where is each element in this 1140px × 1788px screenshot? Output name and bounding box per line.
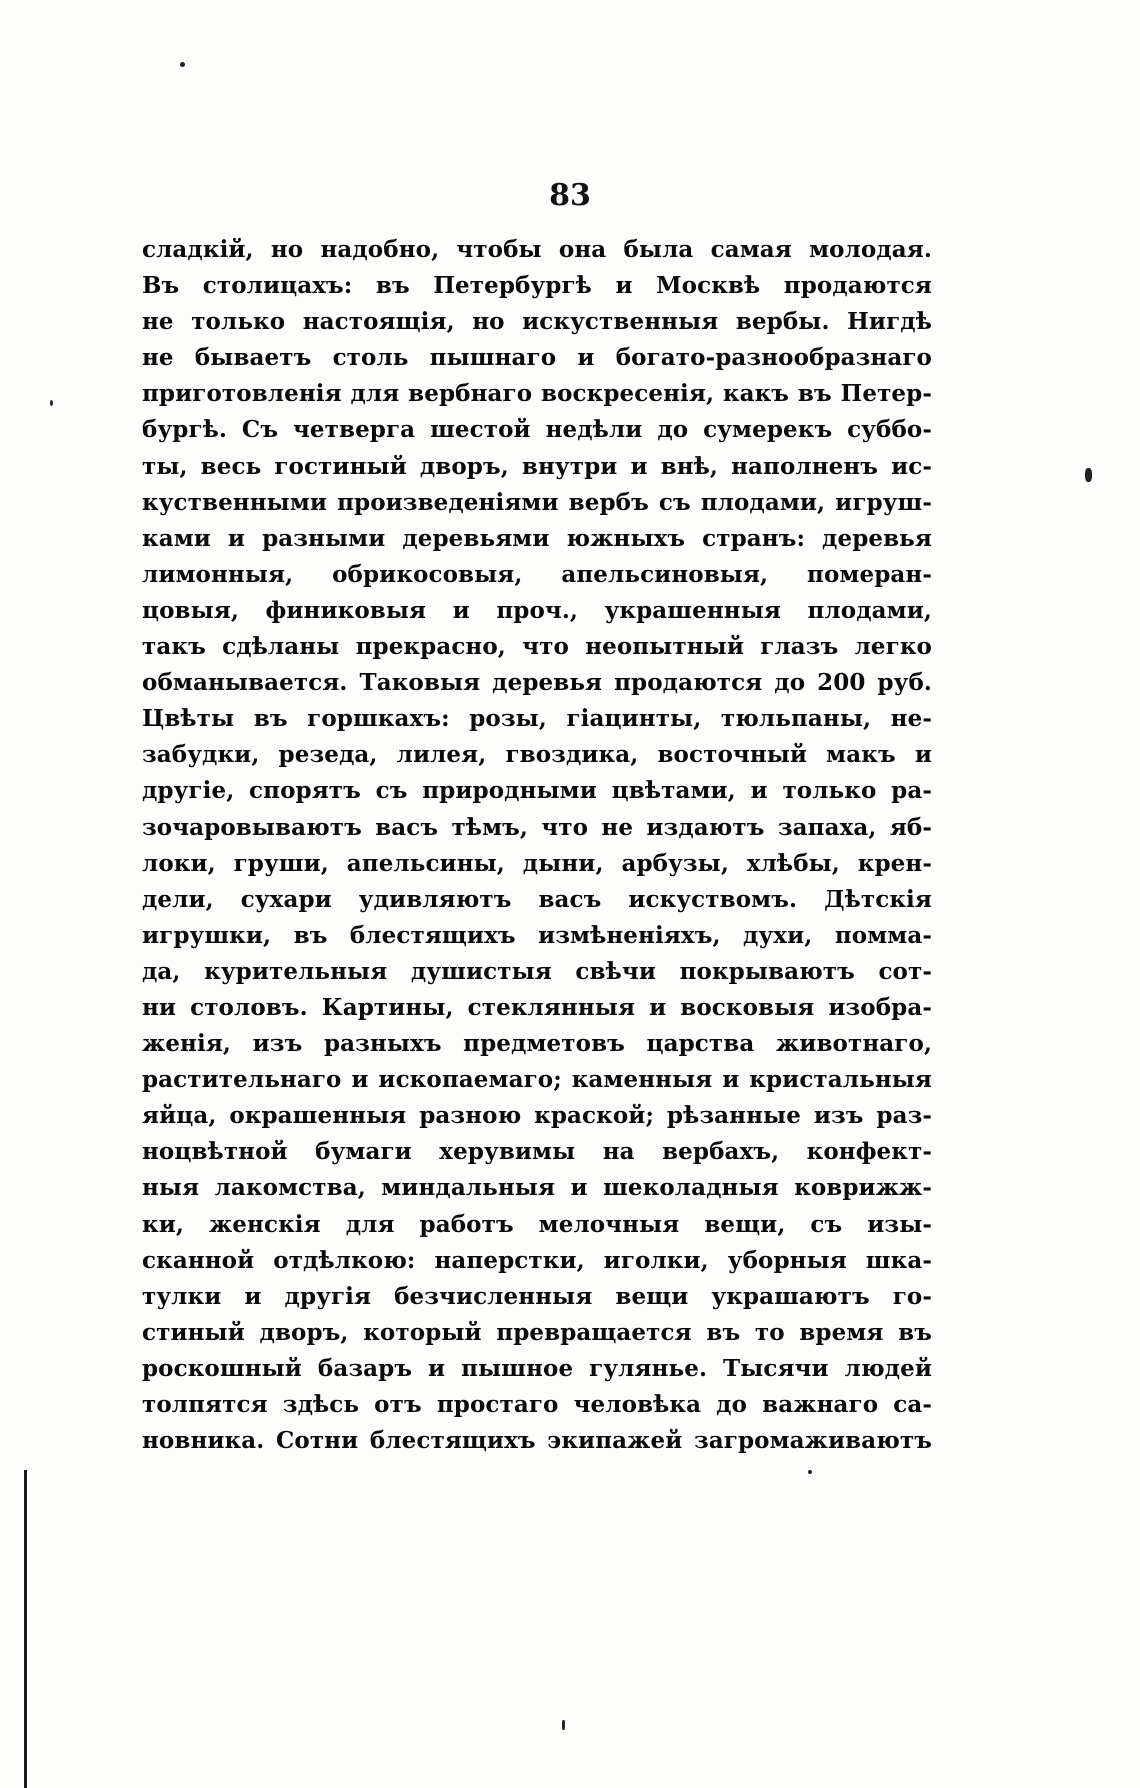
text-line: локи, груши, апельсины, дыни, арбузы, хлѣбы, крен- [142,849,932,877]
text-line: ныя лакомства, миндальныя и шеколадныя коврижж- [142,1174,932,1202]
print-speck [808,1470,812,1474]
binding-edge-line [24,1470,27,1788]
text-line: бургѣ. Съ четверга шестой недѣли до сумерекъ суббо- [142,416,932,444]
print-speck [180,62,185,67]
text-line: стиный дворъ, который превращается въ то время въ [142,1318,932,1346]
body-text [142,232,932,1459]
text-line: да, курительныя душистыя свѣчи покрываютъ сот- [142,957,932,985]
text-line: дели, сухари удивляютъ васъ искуствомъ. Дѣтскія [142,885,932,913]
text-line: Цвѣты въ горшкахъ: розы, гіацинты, тюльпаны, не- [142,705,932,733]
text-line: не только настоящія, но искуственныя вербы. Нигдѣ [142,308,932,336]
text-line: новника. Сотни блестящихъ экипажей загромаживаютъ [142,1427,932,1455]
text-line: ни столовъ. Картины, стеклянныя и восковыя изобра- [142,993,932,1021]
print-speck [562,1720,565,1730]
text-line: не бываетъ столь пышнаго и богато-разнообразнаго [142,344,932,372]
text-line: сканной отдѣлкою: наперстки, иголки, уборныя шка- [142,1246,932,1274]
text-line: яйца, окрашенныя разною краской; рѣзанные изъ раз- [142,1102,932,1130]
text-line: женія, изъ разныхъ предметовъ царства животнаго, [142,1030,932,1058]
text-line: Въ столицахъ: въ Петербургѣ и Москвѣ продаются [142,272,932,300]
text-line: обманывается. Таковыя деревья продаются до 200 руб. [142,669,932,697]
text-line: ками и разными деревьями южныхъ странъ: деревья [142,524,932,552]
text-line: растительнаго и ископаемаго; каменныя и кристальныя [142,1066,932,1094]
text-line: куственными произведеніями вербъ съ плодами, игруш- [142,488,932,516]
text-line: приготовленія для вербнаго воскресенія, какъ въ Петер- [142,380,932,408]
text-line: толпятся здѣсь отъ простаго человѣка до важнаго са- [142,1391,932,1418]
text-line: сладкій, но надобно, чтобы она была самая молодая. [142,236,932,263]
text-line: роскошный базаръ и пышное гулянье. Тысячи людей [142,1354,932,1382]
text-line: зочаровываютъ васъ тѣмъ, что не издаютъ запаха, яб- [142,813,932,841]
text-line: забудки, резеда, лилея, гвоздика, восточный макъ и [142,741,932,769]
text-line: такъ сдѣланы прекрасно, что неопытный глазъ легко [142,633,932,661]
page-number: 83 [549,178,591,213]
text-line: игрушки, въ блестящихъ измѣненіяхъ, духи, помма- [142,921,932,949]
text-line: ноцвѣтной бумаги херувимы на вербахъ, конфект- [142,1138,932,1166]
text-line: другіе, спорятъ съ природными цвѣтами, и только ра- [142,777,932,805]
text-line: ки, женскія для работъ мелочныя вещи, съ изы- [142,1210,932,1238]
print-speck [1085,468,1092,482]
text-line: ты, весь гостиный дворъ, внутри и внѣ, наполненъ ис- [142,452,932,480]
text-line: цовыя, финиковыя и проч., украшенныя плодами, [142,596,932,624]
text-line: лимонныя, обрикосовыя, апельсиновыя, померан- [142,560,932,588]
print-speck [50,400,53,406]
text-line: тулки и другія безчисленныя вещи украшаютъ го- [142,1282,932,1310]
